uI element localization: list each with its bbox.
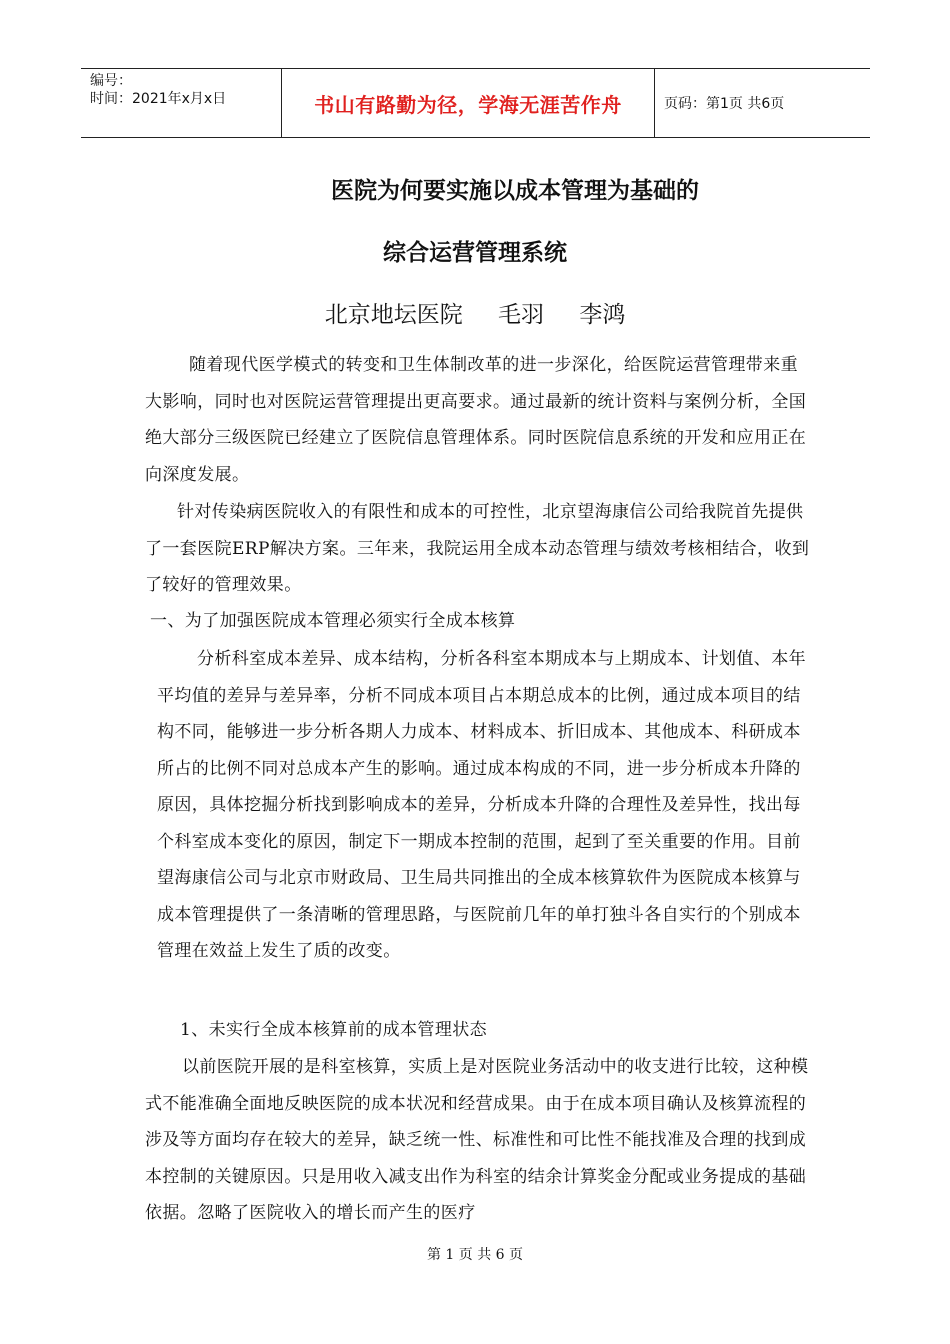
body-paragraph: 分析科室成本差异、成本结构，分析各科室本期成本与上期成本、计划值、本年平均值的差异与差异率，分析不同成本项目占本期总成本的比例，通过成本项目的结构不同，能够进一步分析各期人力成本、材料成本、折旧成本、其他成本、科研成本所占的比例不同对总成本产生的影响。通过成本构成的不同，进一步分析成本升降的原因，具体挖掘分析找到影响成本的差异，分析成本升降的合理性及差异性，找出每个科室成本变化的原因，制定下一期成本控制的范围，起到了至关重要的作用。目前望海康信公司与北京市财政局、卫生局共同推出的全成本核算软件为医院成本核算与成本管理提供了一条清晰的管理思路，与医院前几年的单打独斗各自实行的个别成本管理在效益上发生了质的改变。 xyxy=(157,649,806,961)
document-date: 时间：2021年x月x日 xyxy=(90,91,227,107)
author-name: 李鸿 xyxy=(579,302,626,328)
body-paragraph: 以前医院开展的是科室核算，实质上是对医院业务活动中的收支进行比较，这种模式不能准确全面地反映医院的成本状况和经营成果。由于在成本项目确认及核算流程的涉及等方面均存在较大的差异，缺乏统一性、标准性和可比性不能找准及合理的找到成本控制的关键原因。只是用收入减支出作为科室的结余计算奖金分配或业务提成的基础依据。忽略了医院收入的增长而产生的医疗 xyxy=(145,1057,809,1223)
body-paragraph: 针对传染病医院收入的有限性和成本的可控性，北京望海康信公司给我院首先提供了一套医院ERP解决方案。三年来，我院运用全成本动态管理与绩效考核相结合，收到了较好的管理效果。 xyxy=(145,502,810,595)
subsection-heading: 1、未实行全成本核算前的成本管理状态 xyxy=(180,1020,488,1040)
header-page-info: 页码：第1页 共6页 xyxy=(664,96,785,112)
page-footer: 第 1 页 共 6 页 xyxy=(426,1247,524,1263)
author-organization: 北京地坛医院 xyxy=(324,302,463,328)
author-name: 毛羽 xyxy=(498,302,544,328)
document-title-line-1: 医院为何要实施以成本管理为基础的 xyxy=(331,178,699,204)
document-number-label: 编号： xyxy=(90,73,132,89)
section-heading: 一、为了加强医院成本管理必须实行全成本核算 xyxy=(150,611,516,631)
header-divider xyxy=(654,69,655,137)
header-meta xyxy=(90,72,226,108)
author-line xyxy=(0,296,950,329)
header-box xyxy=(81,68,870,138)
header-motto: 书山有路勤为径，学海无涯苦作舟 xyxy=(314,92,622,117)
document-title-line-2: 综合运营管理系统 xyxy=(383,240,567,266)
body-paragraph: 随着现代医学模式的转变和卫生体制改革的进一步深化，给医院运营管理带来重大影响，同时也对医院运营管理提出更高要求。通过最新的统计资料与案例分析，全国绝大部分三级医院已经建立了医院信息管理体系。同时医院信息系统的开发和应用正在向深度发展。 xyxy=(145,355,807,485)
